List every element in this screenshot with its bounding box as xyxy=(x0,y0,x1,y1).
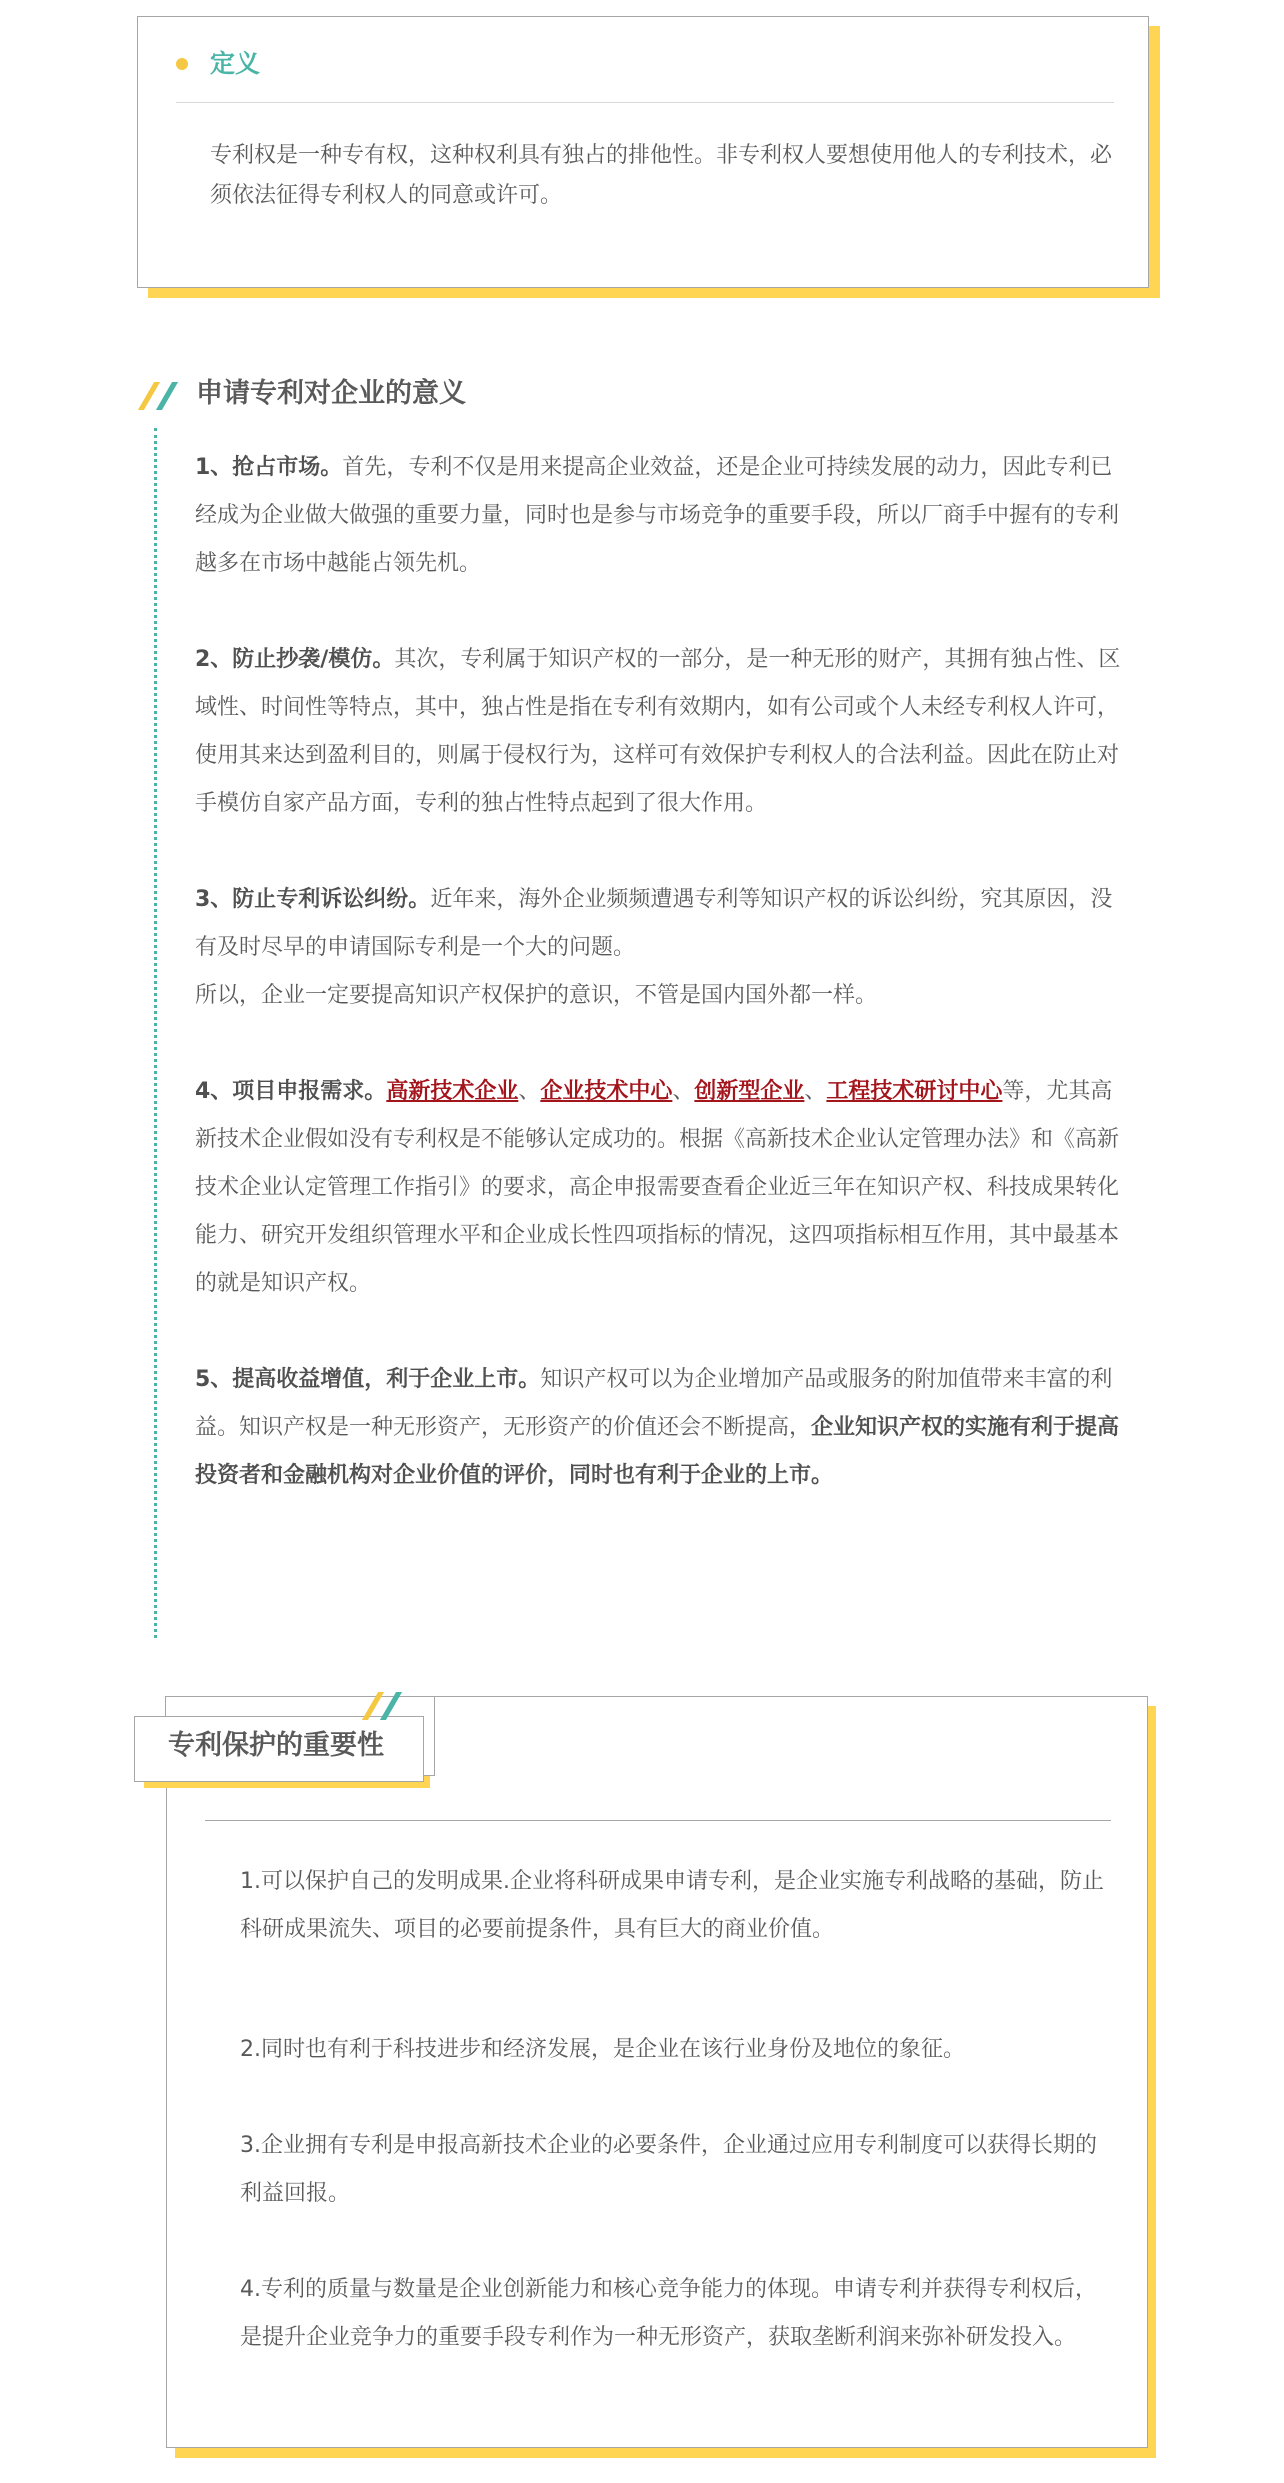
list-item: 3.企业拥有专利是申报高新技术企业的必要条件，企业通过应用专利制度可以获得长期的利益回报。 xyxy=(240,2133,1097,2206)
paragraph-text-continued: 所以，企业一定要提高知识产权保护的意识，不管是国内国外都一样。 xyxy=(195,983,878,1008)
paragraph-lead: 1、抢占市场。 xyxy=(195,455,343,480)
link-engineering-research-center[interactable]: 工程技术研讨中心 xyxy=(826,1079,1003,1104)
importance-title: 专利保护的重要性 xyxy=(168,1730,384,1761)
paragraph-bold-tail: 企业知识产权的实施有利于提高投资者和金融机构对企业价值的评价，同时也有利于企业的上市。 xyxy=(195,1415,1120,1488)
divider xyxy=(205,1820,1111,1821)
list-item: 2.同时也有利于科技进步和经济发展，是企业在该行业身份及地位的象征。 xyxy=(240,2037,965,2062)
paragraph-lead: 5、提高收益增值，利于企业上市。 xyxy=(195,1367,541,1392)
significance-paragraph-3 xyxy=(195,876,1131,1020)
significance-paragraph-5 xyxy=(195,1356,1131,1500)
bullet-dot-icon xyxy=(176,58,188,70)
list-item: 1.可以保护自己的发明成果.企业将科研成果申请专利，是企业实施专利战略的基础，防止科研成果流失、项目的必要前提条件，具有巨大的商业价值。 xyxy=(240,1869,1104,1942)
separator: 、 xyxy=(804,1079,827,1104)
definition-title: 定义 xyxy=(210,49,261,78)
paragraph-lead: 2、防止抄袭/模仿。 xyxy=(195,647,395,672)
importance-list xyxy=(240,1858,1114,2362)
significance-paragraph-4 xyxy=(195,1068,1131,1308)
paragraph-text: 知识产权可以为企业增加产品或服务的附加值带来丰富的利益。知识产权是一种无形资产，无形资产的价值还会不断提高， xyxy=(195,1367,1113,1440)
paragraph-text: 等，尤其高新技术企业假如没有专利权是不能够认定成功的。根据《高新技术企业认定管理办法》和《高新技术企业认定管理工作指引》的要求，高企申报需要查看企业近三年在知识产权、科技成果转化能力、研究开发组织管理水平和企业成长性四项指标的情况，这四项指标相互作用，其中最基本的就是知识产权。 xyxy=(195,1079,1120,1296)
double-slash-icon xyxy=(364,1690,404,1720)
link-innovative-enterprise[interactable]: 创新型企业 xyxy=(694,1079,805,1104)
paragraph-text: 近年来，海外企业频频遭遇专利等知识产权的诉讼纠纷，究其原因，没有及时尽早的申请国际专利是一个大的问题。 xyxy=(195,887,1113,960)
link-high-tech-enterprise[interactable]: 高新技术企业 xyxy=(386,1079,519,1104)
definition-body: 专利权是一种专有权，这种权利具有独占的排他性。非专利权人要想使用他人的专利技术，必须依法征得专利权人的同意或许可。 xyxy=(210,143,1113,208)
paragraph-text: 首先，专利不仅是用来提高企业效益，还是企业可持续发展的动力，因此专利已经成为企业做大做强的重要力量，同时也是参与市场竞争的重要手段，所以厂商手中握有的专利越多在市场中越能占领先机。 xyxy=(195,455,1120,576)
separator: 、 xyxy=(672,1079,695,1104)
separator: 、 xyxy=(518,1079,541,1104)
paragraph-text: 其次，专利属于知识产权的一部分，是一种无形的财产，其拥有独占性、区域性、时间性等特点，其中，独占性是指在专利有效期内，如有公司或个人未经专利权人许可，使用其来达到盈利目的，则属于侵权行为，这样可有效保护专利权人的合法利益。因此在防止对手模仿自家产品方面，专利的独占性特点起到了很大作用。 xyxy=(195,647,1121,816)
double-slash-icon xyxy=(140,380,180,410)
significance-paragraph-2 xyxy=(195,636,1131,828)
dotted-guide-line xyxy=(154,428,157,1638)
divider xyxy=(176,102,1114,103)
significance-paragraph-1 xyxy=(195,444,1131,588)
paragraph-lead: 4、项目申报需求。 xyxy=(195,1079,387,1104)
link-enterprise-tech-center[interactable]: 企业技术中心 xyxy=(540,1079,673,1104)
list-item: 4.专利的质量与数量是企业创新能力和核心竞争能力的体现。申请专利并获得专利权后，是提升企业竞争力的重要手段专利作为一种无形资产，获取垄断利润来弥补研发投入。 xyxy=(240,2277,1097,2350)
paragraph-lead: 3、防止专利诉讼纠纷。 xyxy=(195,887,431,912)
significance-title: 申请专利对企业的意义 xyxy=(196,378,466,409)
significance-body xyxy=(195,444,1131,1548)
